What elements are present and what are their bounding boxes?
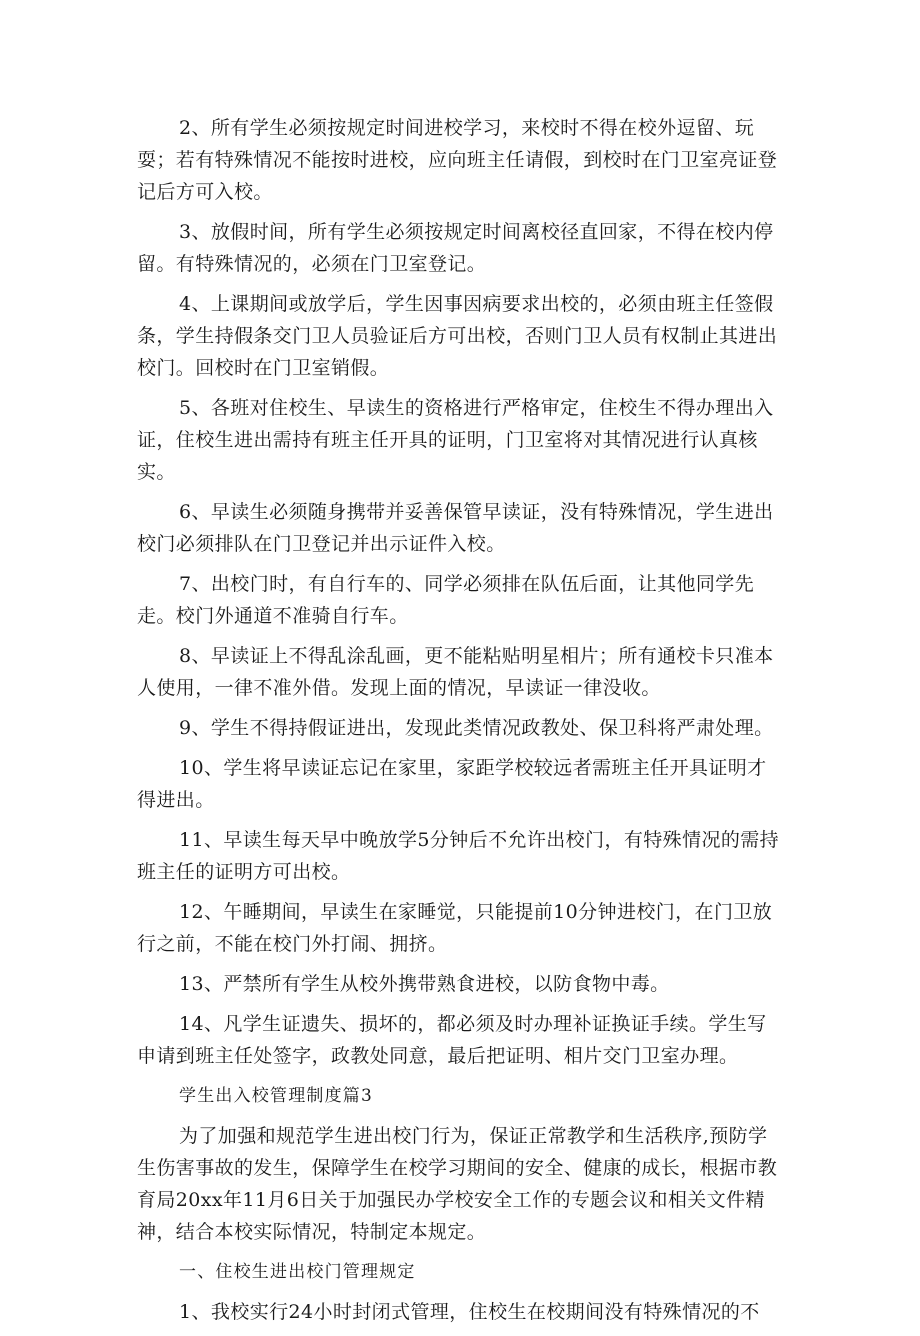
paragraph-rule-2: 2、所有学生必须按规定时间进校学习，来校时不得在校外逗留、玩耍；若有特殊情况不能按时进校，应向班主任请假，到校时在门卫室亮证登记后方可入校。 [137, 117, 778, 203]
paragraph-rule-10: 10、学生将早读证忘记在家里，家距学校较远者需班主任开具证明才得进出。 [137, 757, 767, 811]
document-body [137, 112, 785, 1336]
paragraph-rule-14: 14、凡学生证遗失、损坏的，都必须及时办理补证换证手续。学生写申请到班主任处签字，政教处同意，最后把证明、相片交门卫室办理。 [137, 1013, 767, 1067]
section-title: 学生出入校管理制度篇3 [179, 1086, 374, 1106]
subsection-title: 一、住校生进出校门管理规定 [179, 1262, 416, 1282]
paragraph-boarding-rule-1: 1、我校实行24小时封闭式管理，住校生在校期间没有特殊情况的不 [179, 1301, 760, 1323]
paragraph-rule-4: 4、上课期间或放学后，学生因事因病要求出校的，必须由班主任签假条，学生持假条交门卫人员验证后方可出校，否则门卫人员有权制止其进出校门。回校时在门卫室销假。 [137, 293, 778, 379]
paragraph-rule-7: 7、出校门时，有自行车的、同学必须排在队伍后面，让其他同学先走。校门外通道不准骑自行车。 [137, 573, 755, 627]
paragraph-rule-5: 5、各班对住校生、早读生的资格进行严格审定，住校生不得办理出入证，住校生进出需持有班主任开具的证明，门卫室将对其情况进行认真核实。 [137, 397, 774, 483]
paragraph-rule-6: 6、早读生必须随身携带并妥善保管早读证，没有特殊情况，学生进出校门必须排队在门卫登记并出示证件入校。 [137, 501, 774, 555]
paragraph-rule-9: 9、学生不得持假证进出，发现此类情况政教处、保卫科将严肃处理。 [179, 717, 774, 739]
paragraph-rule-3: 3、放假时间，所有学生必须按规定时间离校径直回家，不得在校内停留。有特殊情况的，必须在门卫室登记。 [137, 221, 774, 275]
paragraph-rule-11: 11、早读生每天早中晚放学5分钟后不允许出校门，有特殊情况的需持班主任的证明方可出校。 [137, 829, 780, 883]
paragraph-rule-13: 13、严禁所有学生从校外携带熟食进校，以防食物中毒。 [179, 973, 670, 995]
paragraph-intro: 为了加强和规范学生进出校门行为，保证正常教学和生活秩序,预防学生伤害事故的发生，保障学生在校学习期间的安全、健康的成长，根据市教育局20xx年11月6日关于加强民办学校安全工作的专题会议和相关文件精神，结合本校实际情况，特制定本规定。 [137, 1125, 778, 1243]
paragraph-rule-8: 8、早读证上不得乱涂乱画，更不能粘贴明星相片；所有通校卡只准本人使用，一律不准外借。发现上面的情况，早读证一律没收。 [137, 645, 774, 699]
paragraph-rule-12: 12、午睡期间，早读生在家睡觉，只能提前10分钟进校门，在门卫放行之前，不能在校门外打闹、拥挤。 [137, 901, 773, 955]
